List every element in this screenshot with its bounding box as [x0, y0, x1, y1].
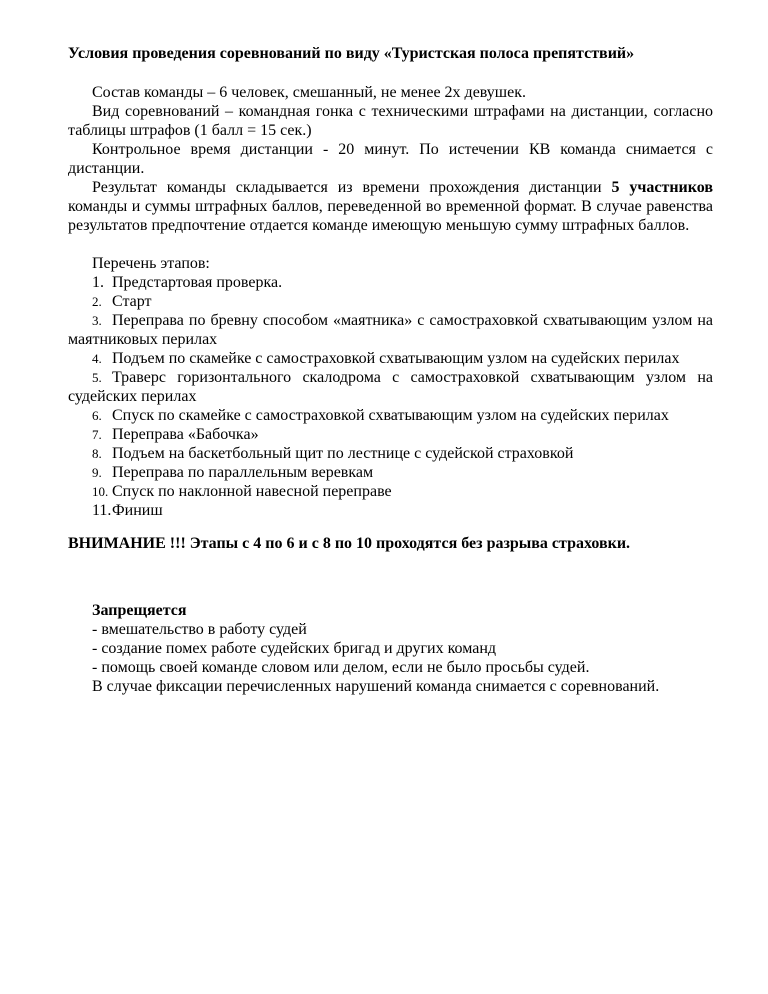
stage-item — [68, 501, 713, 520]
stage-number: 4. — [92, 351, 102, 366]
stage-number: 5. — [92, 370, 102, 385]
spacer — [68, 553, 713, 601]
stage-item — [68, 406, 713, 425]
stages-heading: Перечень этапов: — [92, 255, 210, 272]
stage-item — [68, 463, 713, 482]
result-text-before: Результат команды складывается из времени прохождения дистанции — [92, 179, 612, 196]
stage-item — [68, 368, 713, 406]
document-page — [68, 44, 713, 696]
stage-item — [68, 444, 713, 463]
stage-item — [68, 292, 713, 311]
stage-number: 6. — [92, 408, 102, 423]
stage-item — [68, 311, 713, 349]
stage-text: Подъем на баскетбольный щит по лестнице с судейской страховкой — [112, 445, 574, 462]
stage-text: Предстартовая проверка. — [112, 274, 283, 291]
forbidden-heading: Запрещяется — [92, 602, 187, 619]
stage-text: Переправа по параллельным веревкам — [112, 464, 374, 481]
stage-text: Старт — [112, 293, 152, 310]
stage-number: 8. — [92, 446, 102, 461]
stage-number: 3. — [92, 313, 102, 328]
result-text-bold: 5 участников — [611, 179, 714, 196]
spacer — [68, 235, 713, 254]
stage-text: Траверс горизонтального скалодрома с самостраховкой схватывающим узлом на судейских перилах — [68, 369, 713, 405]
stage-text: Подъем по скамейке с самостраховкой схватывающим узлом на судейских перилах — [112, 350, 680, 367]
stage-text: Переправа по бревну способом «маятника» с самостраховкой схватывающим узлом на маятниковых перилах — [68, 312, 713, 348]
document-title: Условия проведения соревнований по виду «Туристская полоса препятствий» — [68, 45, 635, 62]
stage-item — [68, 482, 713, 501]
warning-note: ВНИМАНИЕ !!! Этапы с 4 по 6 и с 8 по 10 проходятся без разрыва страховки. — [68, 535, 631, 552]
stage-item — [68, 273, 713, 292]
stage-number: 10. — [92, 484, 109, 499]
stage-text: Спуск по скамейке с самостраховкой схватывающим узлом на судейских перилах — [112, 407, 669, 424]
stage-number: 1. — [92, 274, 104, 291]
stage-item — [68, 425, 713, 444]
paragraph-result — [68, 178, 713, 235]
stage-item — [68, 349, 713, 368]
stage-text: Финиш — [112, 502, 163, 519]
forbidden-item: - вмешательство в работу судей — [92, 621, 307, 638]
stage-text: Спуск по наклонной навесной переправе — [112, 483, 392, 500]
stage-number: 11. — [92, 502, 112, 519]
stage-text: Переправа «Бабочка» — [112, 426, 259, 443]
forbidden-item: - помощь своей команде словом или делом, если не было просьбы судей. — [92, 659, 590, 676]
stage-number: 2. — [92, 294, 102, 309]
result-text-after: команды и суммы штрафных баллов, переведенной во временной формат. В случае равенства результатов предпочтение отдается команде имеющую меньшую сумму штрафных баллов. — [68, 198, 713, 234]
paragraph-control-time: Контрольное время дистанции - 20 минут. По истечении КВ команда снимается с дистанции. — [68, 141, 713, 177]
paragraph-competition-type: Вид соревнований – командная гонка с техническими штрафами на дистанции, согласно таблицы штрафов (1 балл = 15 сек.) — [68, 103, 713, 139]
stages-list — [68, 273, 713, 520]
stage-number: 7. — [92, 427, 102, 442]
forbidden-item: - создание помех работе судейских бригад и других команд — [92, 640, 497, 657]
closing-paragraph: В случае фиксации перечисленных нарушений команда снимается с соревнований. — [92, 678, 660, 695]
paragraph-team-composition: Состав команды – 6 человек, смешанный, не менее 2х девушек. — [92, 84, 526, 101]
stage-number: 9. — [92, 465, 102, 480]
